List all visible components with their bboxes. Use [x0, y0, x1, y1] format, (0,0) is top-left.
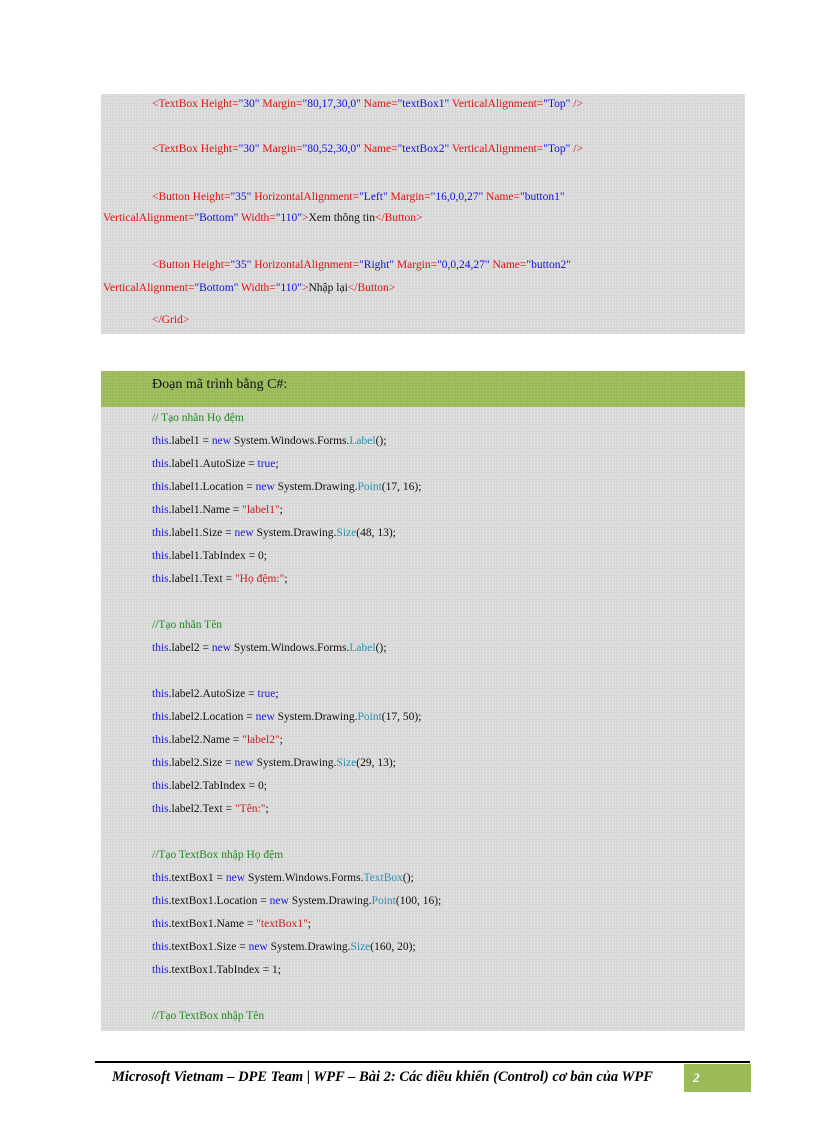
code-token: </Button>	[374, 212, 423, 224]
code-line	[152, 963, 281, 977]
code-token: true	[257, 688, 276, 700]
code-token: .label1.Name =	[168, 504, 243, 516]
code-token: this	[152, 780, 169, 792]
code-token: .label2.Text =	[168, 803, 235, 815]
code-token: "button1"	[520, 191, 565, 203]
code-token: <Button Height=	[152, 259, 231, 271]
code-token: "Right"	[359, 259, 395, 271]
code-token: "Tên:"	[234, 803, 266, 815]
code-token: .label1.TabIndex = 0;	[168, 550, 267, 562]
code-token: .label2.Location =	[168, 711, 256, 723]
code-line	[152, 733, 283, 747]
code-token: System.Drawing.	[274, 711, 358, 723]
code-line	[152, 434, 386, 448]
code-token: "Bottom"	[194, 282, 239, 294]
code-token: this	[152, 734, 169, 746]
code-token: Label	[349, 642, 376, 654]
code-token: Point	[357, 711, 382, 723]
code-token: Margin=	[259, 98, 303, 110]
code-token: .label2 =	[168, 642, 212, 654]
code-token: Label	[349, 435, 376, 447]
code-token: Margin=	[387, 191, 431, 203]
code-token: "110"	[275, 212, 302, 224]
code-line	[152, 572, 288, 586]
code-token: System.Windows.Forms.	[231, 435, 350, 447]
code-token: this	[152, 527, 169, 539]
code-token: this	[152, 573, 169, 585]
code-token: "Top"	[543, 98, 571, 110]
code-token: this	[152, 895, 169, 907]
code-token: .label1.Text =	[168, 573, 235, 585]
code-token: System.Windows.Forms.	[245, 872, 364, 884]
code-token: System.Drawing.	[274, 481, 358, 493]
code-token: ;	[275, 458, 279, 470]
code-token: new	[211, 435, 232, 447]
code-line	[152, 687, 279, 701]
code-token: .label2.Size =	[168, 757, 235, 769]
code-token: >	[302, 212, 309, 224]
code-token: Margin=	[259, 143, 303, 155]
code-token: <Button Height=	[152, 191, 231, 203]
code-token: new	[255, 711, 275, 723]
code-token: .textBox1 =	[168, 872, 226, 884]
code-token: this	[152, 435, 169, 447]
footer-title: Microsoft Vietnam – DPE Team | WPF – Bài 2: Các điều khiển (Control) cơ bản của WPF	[112, 1069, 653, 1085]
page-number: 2	[684, 1064, 751, 1092]
code-token: this	[152, 757, 169, 769]
code-line	[152, 503, 283, 517]
code-token: <TextBox Height=	[152, 143, 239, 155]
code-token: (29, 13);	[356, 757, 396, 769]
code-line	[152, 457, 279, 471]
code-token: //Tạo TextBox nhập Họ đệm	[152, 849, 284, 861]
code-token: "label2"	[242, 734, 280, 746]
code-line	[152, 480, 421, 494]
code-token: VerticalAlignment=	[103, 212, 195, 224]
code-token: this	[152, 458, 169, 470]
code-line	[152, 411, 244, 425]
code-line	[152, 190, 565, 204]
code-token: ;	[265, 803, 269, 815]
code-token: Width=	[238, 282, 276, 294]
code-token: "35"	[230, 259, 252, 271]
code-token: new	[234, 527, 254, 539]
code-token: "textBox2"	[397, 143, 450, 155]
code-token: Nhập lại	[308, 282, 348, 294]
code-block-header	[101, 371, 745, 407]
code-token: Size	[336, 527, 357, 539]
code-token: Margin=	[394, 259, 438, 271]
code-line	[103, 211, 422, 225]
code-token: this	[152, 941, 169, 953]
code-line	[152, 779, 267, 793]
code-token: (17, 16);	[381, 481, 422, 493]
code-token: "0,0,24,27"	[437, 259, 490, 271]
code-token: this	[152, 688, 169, 700]
code-token: this	[152, 872, 169, 884]
code-token: this	[152, 711, 169, 723]
code-token: (17, 50);	[381, 711, 422, 723]
code-token: HorizontalAlignment=	[251, 191, 360, 203]
code-line	[152, 756, 396, 770]
code-token: Name=	[360, 143, 398, 155]
code-token: Size	[350, 941, 371, 953]
code-token: Xem thông tin	[308, 212, 375, 224]
code-token: "Top"	[543, 143, 571, 155]
code-line	[152, 848, 283, 862]
csharp-code-block	[101, 371, 745, 1031]
code-token: this	[152, 642, 169, 654]
code-token: TextBox	[363, 872, 403, 884]
code-token: new	[211, 642, 232, 654]
code-token: this	[152, 803, 169, 815]
code-token: HorizontalAlignment=	[251, 259, 360, 271]
code-token: (100, 16);	[395, 895, 442, 907]
code-token: ;	[307, 918, 311, 930]
code-line	[103, 281, 395, 295]
code-token: "textBox1"	[397, 98, 450, 110]
code-line	[152, 894, 441, 908]
code-token: Width=	[238, 212, 276, 224]
code-token: .label1.Location =	[168, 481, 256, 493]
code-token: new	[234, 757, 254, 769]
code-token: ();	[402, 872, 414, 884]
code-token: VerticalAlignment=	[449, 98, 544, 110]
code-line	[152, 313, 189, 327]
xaml-code-block	[101, 94, 745, 334]
code-token: />	[570, 143, 583, 155]
code-token: .textBox1.Size =	[168, 941, 249, 953]
code-token: Point	[357, 481, 382, 493]
code-token: .label1.Size =	[168, 527, 235, 539]
code-token: "110"	[275, 282, 302, 294]
code-token: Size	[336, 757, 357, 769]
code-token: ;	[284, 573, 288, 585]
code-token: "30"	[238, 98, 260, 110]
code-token: System.Windows.Forms.	[231, 642, 350, 654]
footer-divider	[95, 1061, 750, 1063]
code-line	[152, 549, 267, 563]
code-line	[152, 258, 571, 272]
code-token: "80,52,30,0"	[302, 143, 361, 155]
code-token: .label1 =	[168, 435, 212, 447]
code-line	[152, 871, 414, 885]
code-token: new	[269, 895, 289, 907]
code-token: .textBox1.Name =	[168, 918, 257, 930]
code-token: VerticalAlignment=	[103, 282, 195, 294]
code-token: Name=	[483, 191, 520, 203]
code-token: </Button>	[347, 282, 396, 294]
code-line	[152, 940, 416, 954]
code-token: ;	[279, 734, 283, 746]
code-token: true	[257, 458, 276, 470]
code-line	[152, 142, 583, 156]
code-token: .label2.Name =	[168, 734, 243, 746]
code-token: VerticalAlignment=	[449, 143, 544, 155]
code-line	[152, 802, 269, 816]
code-token: System.Drawing.	[288, 895, 372, 907]
code-token: "textBox1"	[256, 918, 308, 930]
code-token: Name=	[360, 98, 398, 110]
code-line	[152, 97, 583, 111]
code-token: this	[152, 550, 169, 562]
code-token: </Grid>	[152, 314, 190, 326]
code-token: .label2.AutoSize =	[168, 688, 258, 700]
code-token: this	[152, 481, 169, 493]
code-token: (48, 13);	[356, 527, 396, 539]
code-block-title: Đoạn mã trình bằng C#:	[152, 377, 288, 392]
code-token: ();	[375, 642, 387, 654]
code-token: new	[255, 481, 275, 493]
code-token: //Tạo TextBox nhập Tên	[152, 1010, 265, 1022]
code-token: this	[152, 504, 169, 516]
code-token: .textBox1.Location =	[168, 895, 270, 907]
code-token: this	[152, 918, 169, 930]
code-token: .textBox1.TabIndex = 1;	[168, 964, 281, 976]
code-token: "80,17,30,0"	[302, 98, 361, 110]
code-token: //Tạo nhãn Tên	[152, 619, 223, 631]
code-token: this	[152, 964, 169, 976]
code-line	[152, 618, 222, 632]
code-token: Name=	[489, 259, 527, 271]
code-token: "Left"	[359, 191, 388, 203]
code-token: "button2"	[526, 259, 571, 271]
code-line	[152, 641, 386, 655]
code-token: >	[302, 282, 309, 294]
code-token: System.Drawing.	[267, 941, 351, 953]
code-token: "16,0,0,27"	[430, 191, 484, 203]
code-token: "35"	[230, 191, 252, 203]
code-token: new	[248, 941, 268, 953]
code-token: // Tạo nhãn Họ đệm	[152, 412, 244, 424]
code-token: new	[225, 872, 246, 884]
code-token: System.Drawing.	[253, 757, 337, 769]
code-token: ;	[275, 688, 279, 700]
code-token: "30"	[238, 143, 260, 155]
code-token: System.Drawing.	[253, 527, 337, 539]
code-token: />	[570, 98, 583, 110]
code-token: .label1.AutoSize =	[168, 458, 258, 470]
code-token: Point	[371, 895, 396, 907]
code-line	[152, 1009, 264, 1023]
code-token: .label2.TabIndex = 0;	[168, 780, 267, 792]
code-line	[152, 917, 311, 931]
code-token: ;	[279, 504, 283, 516]
code-token: (160, 20);	[370, 941, 416, 953]
code-token: "label1"	[242, 504, 280, 516]
code-line	[152, 710, 421, 724]
code-token: "Họ đệm:"	[234, 573, 285, 585]
code-token: <TextBox Height=	[152, 98, 239, 110]
code-line	[152, 526, 396, 540]
code-token: ();	[375, 435, 387, 447]
code-token: "Bottom"	[194, 212, 239, 224]
